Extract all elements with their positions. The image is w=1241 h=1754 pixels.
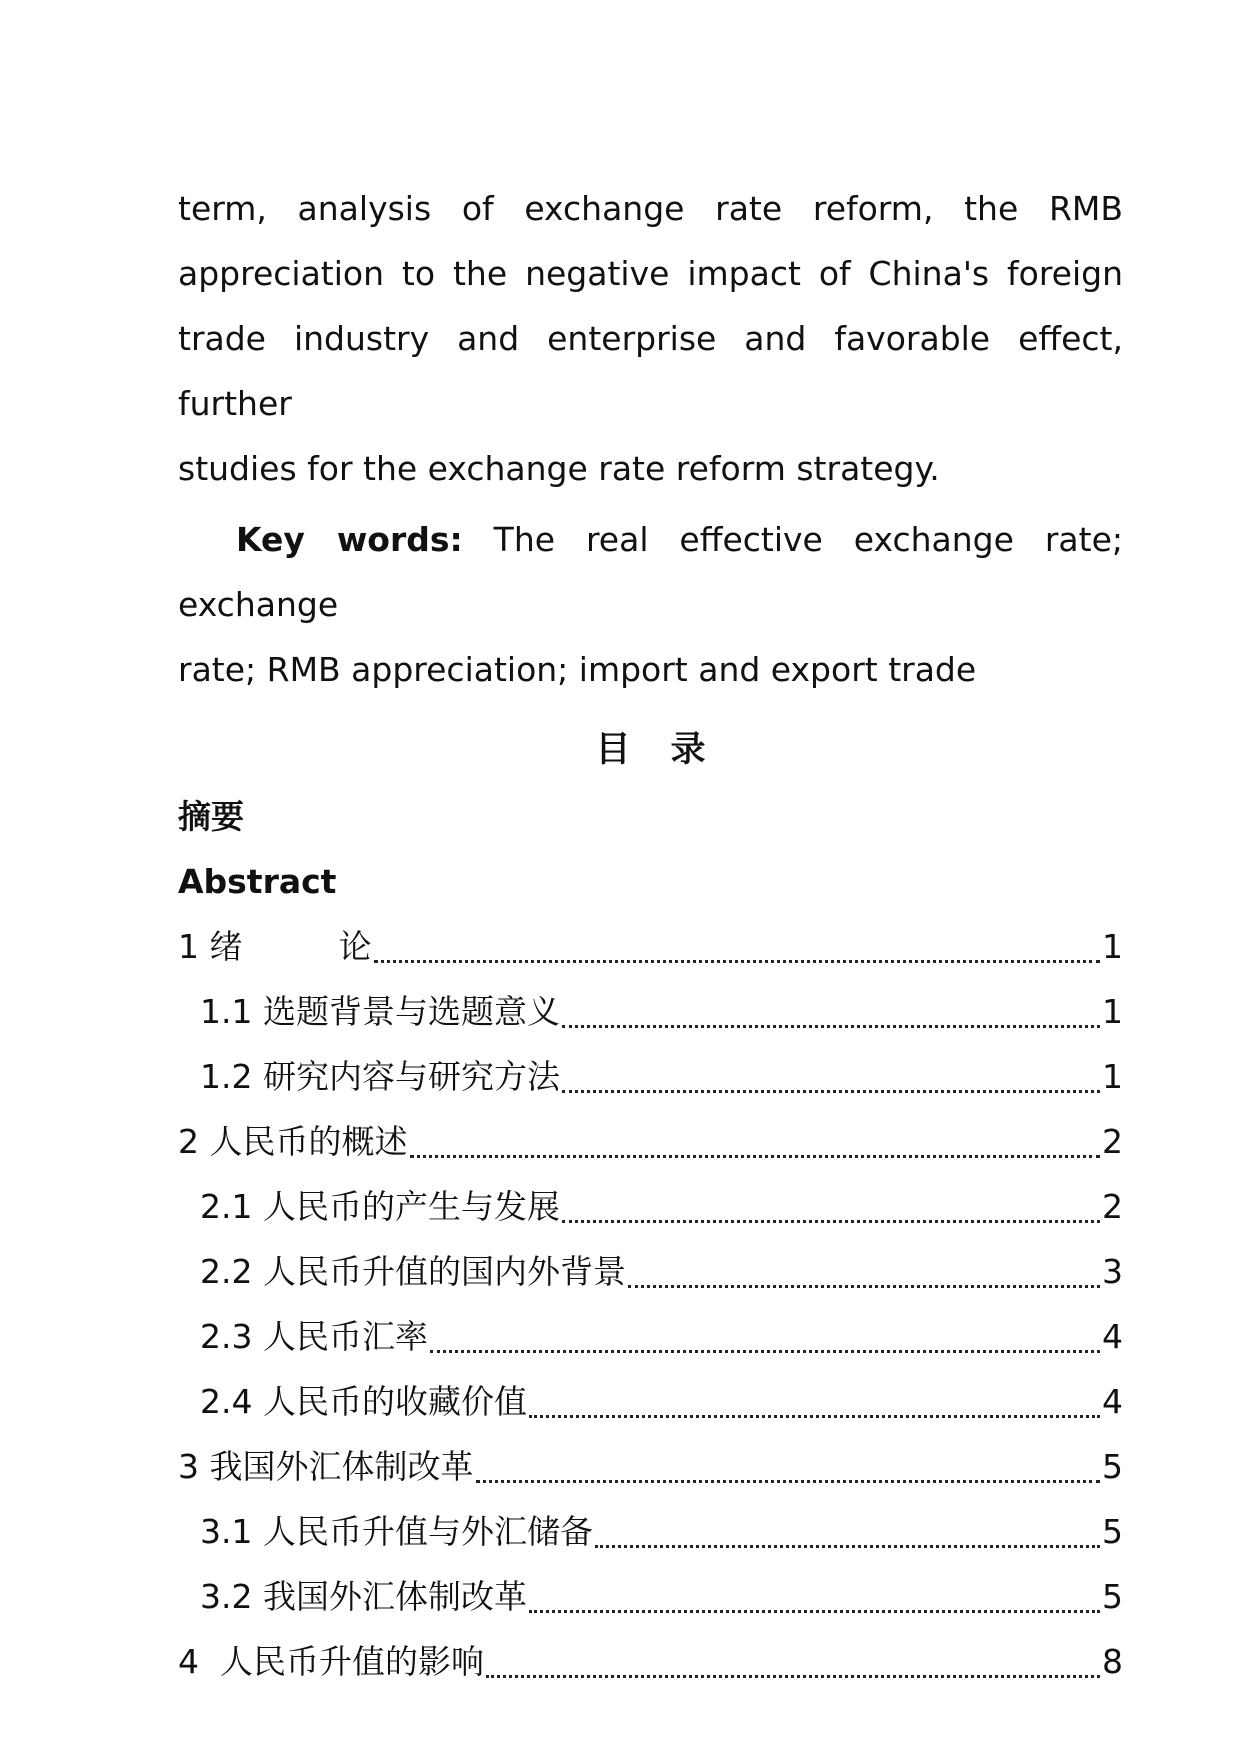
page-content [178,176,1123,1694]
toc-heading-abstract-en[interactable]: Abstract [178,862,337,901]
toc-entry[interactable] [178,1499,1123,1564]
toc-entry[interactable] [178,1304,1123,1369]
toc-entry-label: 2.3 人民币汇率 [200,1317,428,1356]
toc-entry-page: 1 [1102,927,1123,966]
toc-entry-page: 5 [1102,1577,1123,1616]
toc-entry[interactable] [178,979,1123,1044]
toc-entry-label: 4 人民币升值的影响 [178,1642,484,1681]
toc-leader [595,1545,1100,1548]
toc-entry-page: 4 [1102,1382,1123,1421]
keywords-text: The real effective exchange rate; exchange [178,520,1123,624]
keywords-text-continued: rate; RMB appreciation; import and export trade [178,650,977,689]
abstract-line: appreciation to the negative impact of China's foreign [178,254,1123,293]
toc-entry[interactable] [178,1434,1123,1499]
toc-leader [430,1350,1100,1353]
toc-leader [628,1285,1100,1288]
toc-leader [529,1415,1100,1418]
toc-leader [562,1090,1100,1093]
toc-entry[interactable] [178,914,1123,979]
toc-entry-label: 2 人民币的概述 [178,1122,408,1161]
toc-entry[interactable] [178,1109,1123,1174]
toc-title-part: 目 [595,730,631,770]
toc-entry-label: 3.2 我国外汇体制改革 [200,1577,527,1616]
toc-leader [476,1480,1101,1483]
toc-entry[interactable] [178,1239,1123,1304]
toc-entry-label: 1 绪 [178,927,243,966]
keywords-paragraph [178,507,1123,702]
toc-entry-page: 5 [1102,1447,1123,1486]
toc-entry-page: 1 [1102,992,1123,1031]
toc-entry-page: 1 [1102,1057,1123,1096]
toc-entry[interactable] [178,1044,1123,1109]
toc-entry-label: 3 我国外汇体制改革 [178,1447,474,1486]
toc-entry-label: 论 [338,927,372,966]
toc-entry-label: 2.4 人民币的收藏价值 [200,1382,527,1421]
toc-entry-label: 1.2 研究内容与研究方法 [200,1057,560,1096]
toc-entry-page: 2 [1102,1187,1123,1226]
toc-entry-label: 2.2 人民币升值的国内外背景 [200,1252,626,1291]
toc-entry[interactable] [178,1564,1123,1629]
toc-entry[interactable] [178,1629,1123,1694]
toc-entry[interactable] [178,1369,1123,1434]
toc-entry-label: 3.1 人民币升值与外汇储备 [200,1512,593,1551]
toc-leader [562,1220,1100,1223]
toc-entry-label: 1.1 选题背景与选题意义 [200,992,560,1031]
toc-title [178,716,1123,784]
toc-title-part: 录 [670,730,706,770]
toc-leader [410,1155,1101,1158]
abstract-paragraph [178,176,1123,501]
toc-heading-abstract-zh[interactable]: 摘要 [178,797,244,836]
toc-entry-page: 2 [1102,1122,1123,1161]
keywords-label: Key words: [236,520,463,559]
toc-entry-label: 2.1 人民币的产生与发展 [200,1187,560,1226]
toc-leader [562,1025,1100,1028]
abstract-line: trade industry and enterprise and favorable effect, further [178,319,1123,423]
toc-entry-page: 3 [1102,1252,1123,1291]
abstract-line: term, analysis of exchange rate reform, the RMB [178,189,1123,228]
toc-leader [529,1610,1100,1613]
toc-entry-page: 5 [1102,1512,1123,1551]
toc-entry-page: 8 [1102,1642,1123,1681]
abstract-line: studies for the exchange rate reform strategy. [178,449,940,488]
toc-entry[interactable] [178,1174,1123,1239]
toc-leader [374,960,1101,963]
toc-entry-page: 4 [1102,1317,1123,1356]
toc-leader [486,1675,1100,1678]
